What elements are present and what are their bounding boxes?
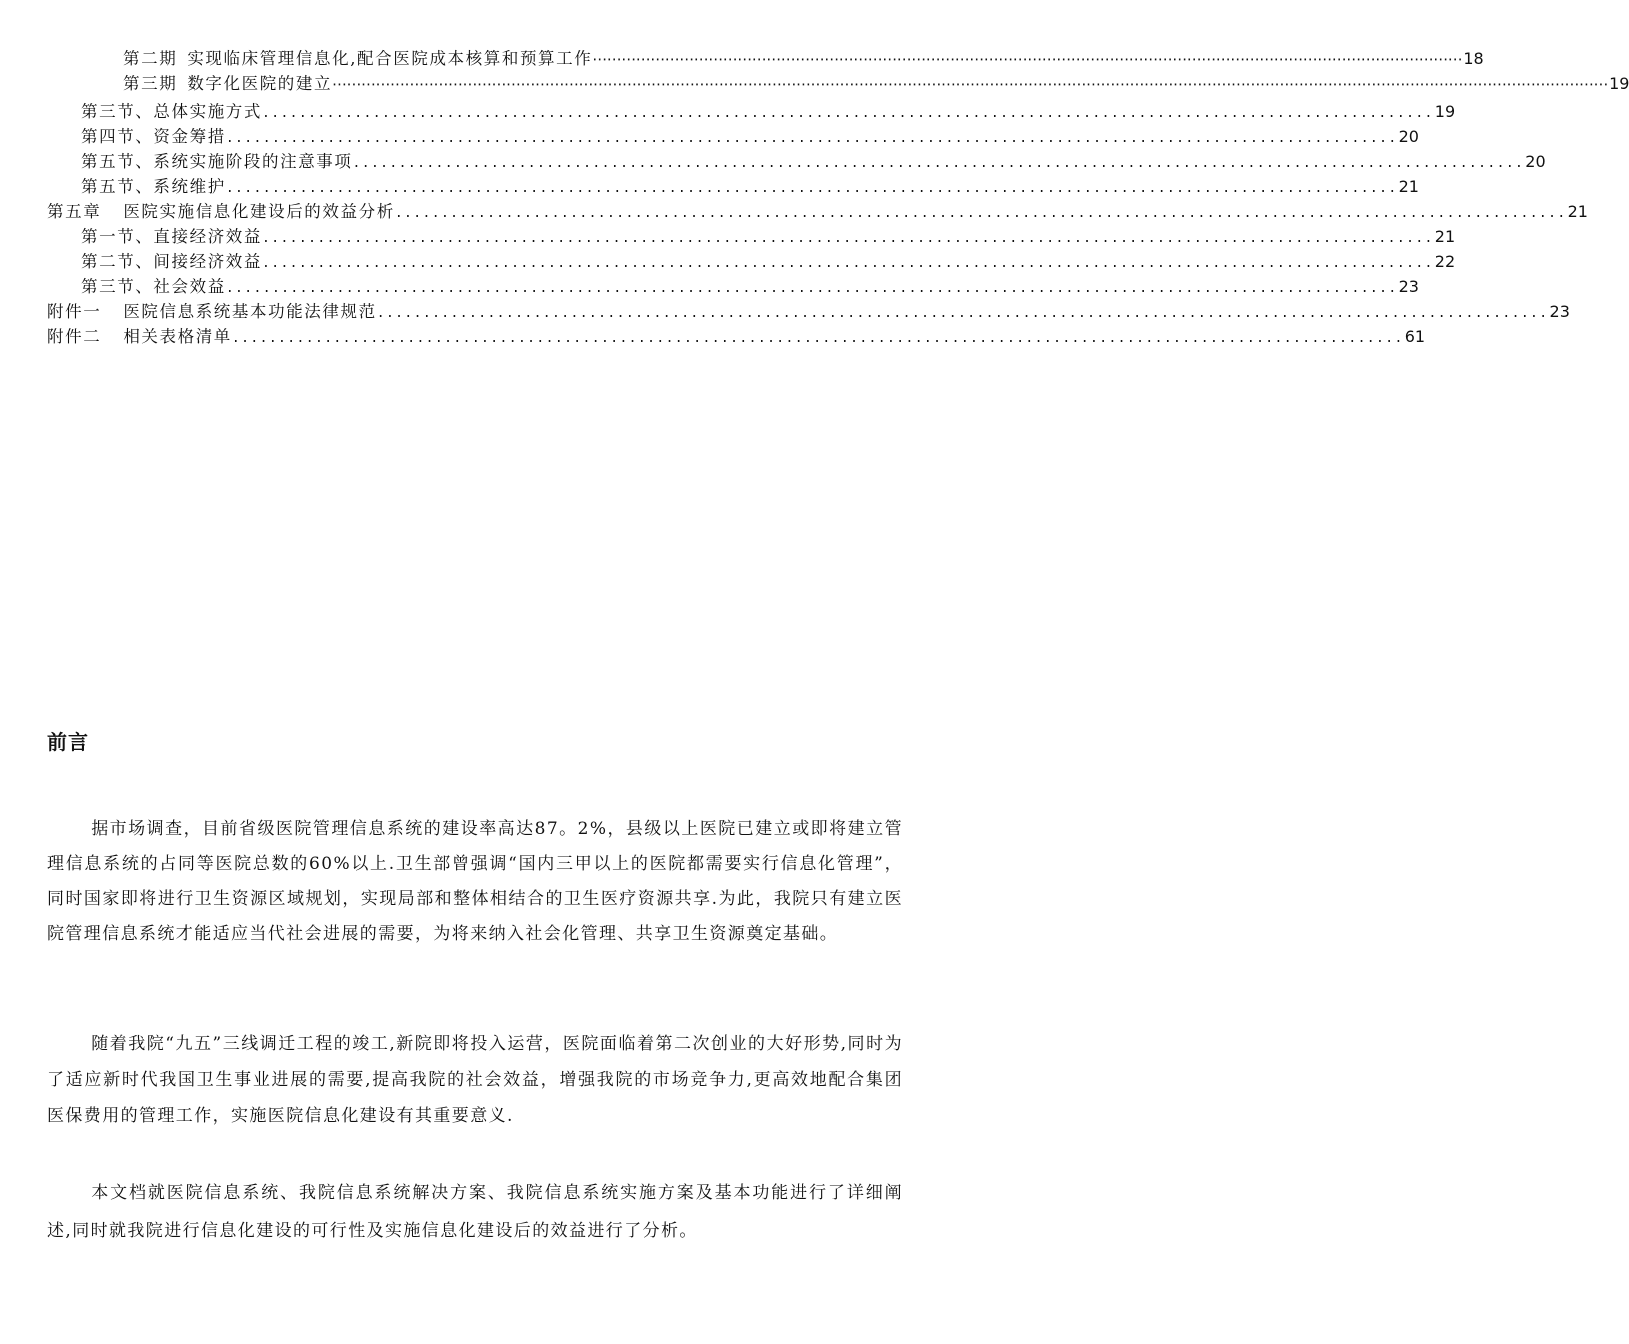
toc-dot-leader: ............................................................................................................................... <box>231 331 1404 346</box>
toc-entry-page: 20 <box>1525 152 1546 171</box>
toc-dot-leader: ⋯⋯⋯⋯⋯⋯⋯⋯⋯⋯⋯⋯⋯⋯⋯⋯⋯⋯⋯⋯⋯⋯⋯⋯⋯⋯⋯⋯⋯⋯⋯⋯⋯⋯⋯⋯⋯⋯⋯⋯⋯⋯⋯⋯⋯⋯⋯⋯⋯⋯⋯⋯⋯⋯⋯⋯⋯⋯⋯⋯ <box>592 50 1463 68</box>
toc-dot-leader: ............................................................................................................................... <box>262 106 1434 121</box>
toc-dot-leader: ............................................................................................................................... <box>394 206 1567 221</box>
toc-dot-leader: ............................................................................................................................... <box>262 231 1434 246</box>
body-paragraph: 本文档就医院信息系统、我院信息系统解决方案、我院信息系统实施方案及基本功能进行了详细阐述,同时就我院进行信息化建设的可行性及实施信息化建设后的效益进行了分析。 <box>47 1183 903 1241</box>
toc-entry-number: 第三期 <box>123 74 178 93</box>
toc-entry[interactable] <box>47 326 1426 348</box>
toc-entry-page: 21 <box>1398 177 1419 196</box>
toc-entry-title: 第五节、系统维护 <box>81 177 226 196</box>
toc-dot-leader: ⋯⋯⋯⋯⋯⋯⋯⋯⋯⋯⋯⋯⋯⋯⋯⋯⋯⋯⋯⋯⋯⋯⋯⋯⋯⋯⋯⋯⋯⋯⋯⋯⋯⋯⋯⋯⋯⋯⋯⋯⋯⋯⋯⋯⋯⋯⋯⋯⋯⋯⋯⋯⋯⋯⋯⋯⋯⋯⋯⋯⋯⋯⋯⋯⋯⋯⋯⋯⋯⋯⋯⋯⋯⋯⋯⋯⋯⋯⋯⋯⋯⋯⋯⋯⋯⋯⋯⋯ <box>332 75 1609 93</box>
toc-entry[interactable] <box>81 126 1419 148</box>
toc-dot-leader: ............................................................................................................................... <box>376 306 1549 321</box>
toc-entry-title: 第一节、直接经济效益 <box>81 227 262 246</box>
toc-entry[interactable] <box>81 151 1546 173</box>
toc-entry-number: 第五章 <box>47 202 102 221</box>
toc-dot-leader: ............................................................................................................................... <box>225 281 1398 296</box>
toc-entry-page: 20 <box>1398 127 1419 146</box>
toc-entry-number: 第二期 <box>123 49 178 68</box>
toc-dot-leader: ............................................................................................................................... <box>225 181 1398 196</box>
toc-dot-leader: ............................................................................................................................... <box>262 256 1434 271</box>
toc-entry-number: 附件二 <box>47 327 102 346</box>
toc-entry[interactable] <box>123 48 1484 70</box>
toc-entry-page: 21 <box>1434 227 1456 246</box>
toc-entry[interactable] <box>47 301 1570 323</box>
section-heading: 前言 <box>47 730 89 754</box>
toc-entry-title: 第五节、系统实施阶段的注意事项 <box>81 152 353 171</box>
toc-entry-title: 医院信息系统基本功能法律规范 <box>123 302 377 321</box>
toc-entry[interactable] <box>123 73 1629 95</box>
toc-entry-title: 第三节、社会效益 <box>81 277 226 296</box>
toc-entry-page: 61 <box>1404 327 1426 346</box>
toc-entry-page: 19 <box>1609 74 1629 93</box>
toc-dot-leader: ............................................................................................................................... <box>352 156 1525 171</box>
toc-entry-title: 医院实施信息化建设后的效益分析 <box>123 202 395 221</box>
toc-entry-title: 第三节、总体实施方式 <box>81 102 262 121</box>
body-paragraph: 随着我院“九五”三线调迁工程的竣工,新院即将投入运营，医院面临着第二次创业的大好形势,同时为了适应新时代我国卫生事业进展的需要,提高我院的社会效益，增强我院的市场竞争力,更高效地配合集团医保费用的管理工作，实施医院信息化建设有其重要意义. <box>47 1034 903 1126</box>
toc-entry-page: 22 <box>1434 252 1456 271</box>
toc-entry-page: 23 <box>1398 277 1419 296</box>
toc-entry[interactable] <box>81 276 1419 298</box>
toc-entry-title: 第四节、资金筹措 <box>81 127 226 146</box>
toc-entry-page: 21 <box>1567 202 1588 221</box>
toc-entry-page: 23 <box>1549 302 1570 321</box>
body-paragraph: 据市场调查，目前省级医院管理信息系统的建设率高达87。2%，县级以上医院已建立或即将建立管理信息系统的占同等医院总数的60%以上.卫生部曾强调“国内三甲以上的医院都需要实行信息化管理”，同时国家即将进行卫生资源区域规划，实现局部和整体相结合的卫生医疗资源共享.为此，我院只有建立医院管理信息系统才能适应当代社会进展的需要，为将来纳入社会化管理、共享卫生资源奠定基础。 <box>47 819 903 944</box>
toc-entry[interactable] <box>81 251 1456 273</box>
toc-entry-title: 实现临床管理信息化,配合医院成本核算和预算工作 <box>187 49 593 68</box>
toc-entry[interactable] <box>81 101 1456 123</box>
toc-entry[interactable] <box>47 201 1588 223</box>
toc-entry-number: 附件一 <box>47 302 102 321</box>
toc-entry-page: 18 <box>1463 49 1484 68</box>
toc-entry-title: 相关表格清单 <box>123 327 232 346</box>
toc-entry[interactable] <box>81 226 1456 248</box>
toc-entry-title: 第二节、间接经济效益 <box>81 252 262 271</box>
toc-entry-title: 数字化医院的建立 <box>187 74 333 93</box>
toc-dot-leader: ............................................................................................................................... <box>225 131 1398 146</box>
toc-entry[interactable] <box>81 176 1419 198</box>
toc-entry-page: 19 <box>1434 102 1456 121</box>
